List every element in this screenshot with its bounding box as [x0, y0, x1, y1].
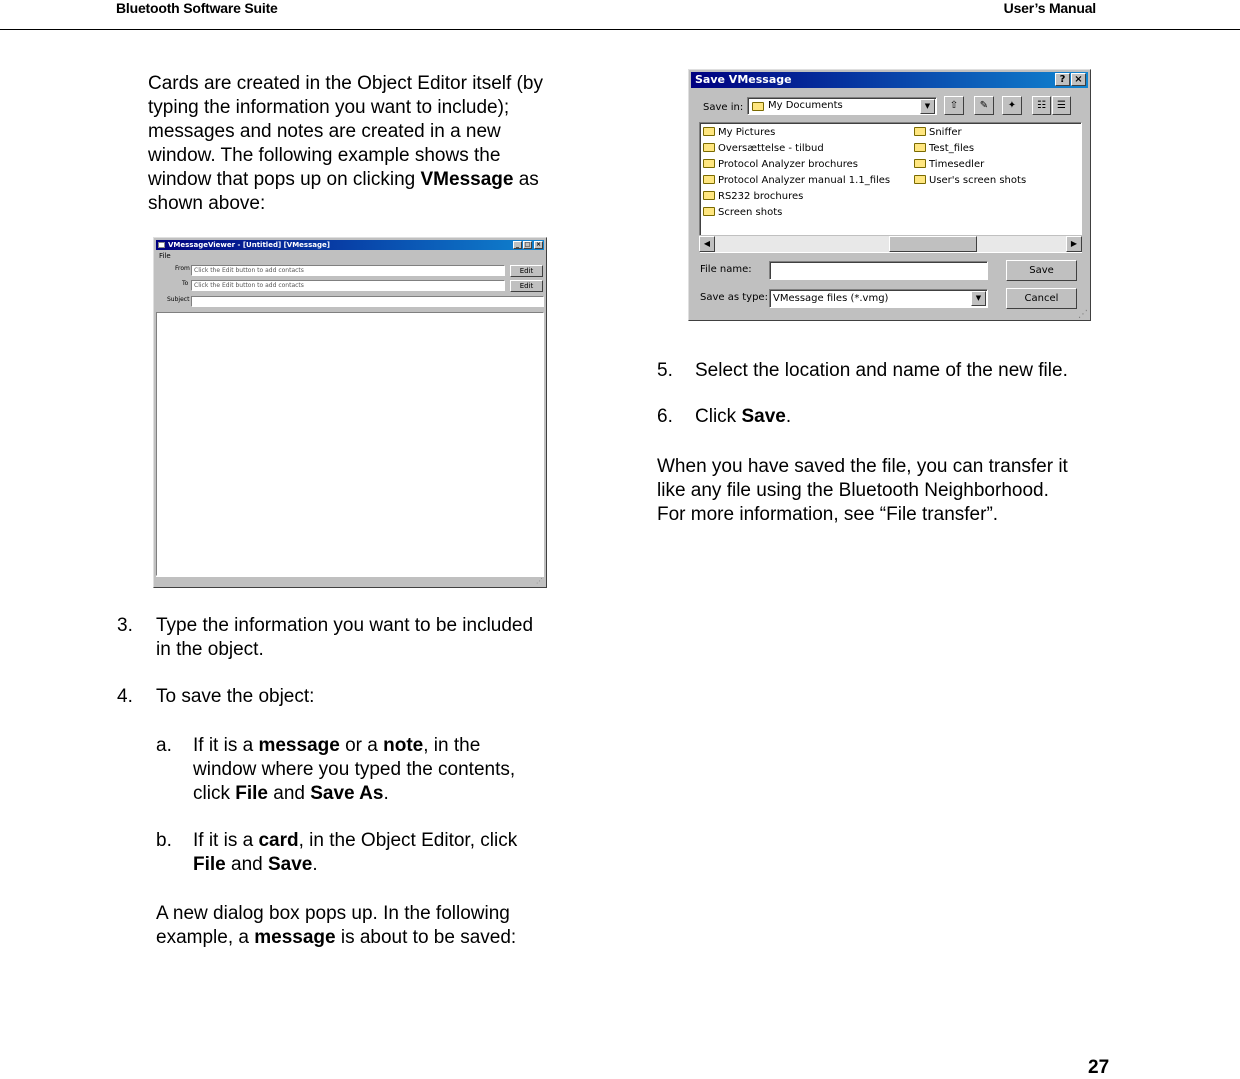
intro-line: window that pops up on clicking VMessage as: [148, 169, 539, 190]
to-field[interactable]: Click the Edit button to add contacts: [191, 280, 505, 291]
folder-icon: [703, 175, 715, 184]
sub-b-text: [193, 829, 517, 877]
after-save-paragraph: [657, 455, 1068, 527]
resize-grip-icon[interactable]: ⋰: [536, 577, 543, 585]
folder-icon: [703, 127, 715, 136]
folder-icon: [752, 102, 764, 111]
up-one-level-icon[interactable]: ⇧: [944, 96, 964, 115]
from-label: From: [175, 265, 190, 272]
save-vmessage-dialog: [688, 69, 1091, 321]
intro-line: messages and notes are created in a new: [148, 121, 501, 142]
folder-icon: [703, 207, 715, 216]
step-3-text: [156, 614, 533, 662]
after-save-line: For more information, see “File transfer”.: [657, 504, 999, 525]
folder-icon: [914, 127, 926, 136]
list-item[interactable]: Protocol Analyzer manual 1.1_files: [703, 174, 890, 188]
list-item[interactable]: Oversættelse - tilbud: [703, 142, 824, 156]
folder-icon: [914, 175, 926, 184]
message-body[interactable]: [156, 312, 544, 576]
step-3-line: in the object.: [156, 639, 264, 660]
sub-a-letter: a.: [156, 735, 172, 756]
header-manual: User’s Manual: [1003, 0, 1096, 16]
chevron-down-icon[interactable]: ▼: [971, 291, 986, 306]
list-item[interactable]: Sniffer: [914, 126, 962, 140]
scroll-left-icon[interactable]: ◀: [699, 236, 715, 252]
from-edit-button[interactable]: Edit: [510, 265, 543, 277]
app-icon: [158, 242, 165, 248]
cancel-button-label: Cancel: [1024, 293, 1059, 304]
list-item[interactable]: RS232 brochures: [703, 190, 803, 204]
save-in-value: My Documents: [768, 100, 843, 111]
intro-line: shown above:: [148, 193, 266, 214]
subject-field[interactable]: [191, 296, 544, 307]
file-name-input[interactable]: [769, 261, 988, 280]
horizontal-scrollbar[interactable]: [699, 235, 1082, 252]
intro-paragraph: [148, 72, 543, 216]
to-label: To: [182, 280, 189, 287]
intro-line: Cards are created in the Object Editor itself (by: [148, 73, 543, 94]
cancel-button[interactable]: [1006, 288, 1077, 309]
intro-line: window. The following example shows the: [148, 145, 501, 166]
resize-grip-icon[interactable]: ⋰: [1078, 309, 1088, 320]
desktop-icon[interactable]: ✎: [974, 96, 994, 115]
new-folder-icon[interactable]: ✦: [1002, 96, 1022, 115]
dialog-titlebar: [691, 72, 1088, 88]
after-save-line: When you have saved the file, you can transfer it: [657, 456, 1068, 477]
file-list[interactable]: [699, 122, 1082, 253]
step-6-text: Click Save.: [695, 406, 792, 427]
sub-b-line: If it is a card, in the Object Editor, click: [193, 830, 518, 851]
step-4-number: 4.: [117, 686, 133, 707]
list-item[interactable]: Timesedler: [914, 158, 984, 172]
folder-icon: [703, 143, 715, 152]
step-5-number: 5.: [657, 360, 673, 381]
step-4-text: To save the object:: [156, 686, 315, 707]
list-item[interactable]: My Pictures: [703, 126, 775, 140]
file-name-label: File name:: [700, 264, 752, 275]
intro-line: typing the information you want to include);: [148, 97, 510, 118]
save-as-type-select[interactable]: [769, 289, 988, 308]
after-save-line: like any file using the Bluetooth Neighborhood.: [657, 480, 1049, 501]
step-6-number: 6.: [657, 406, 673, 427]
close-button[interactable]: ×: [535, 241, 542, 248]
save-as-type-label: Save as type:: [700, 292, 768, 303]
header-title: Bluetooth Software Suite: [116, 0, 278, 16]
sub-b-line: File and Save.: [193, 854, 318, 875]
maximize-button[interactable]: □: [524, 241, 531, 248]
folder-icon: [914, 159, 926, 168]
page-header: [0, 0, 1240, 30]
sub-b-letter: b.: [156, 830, 172, 851]
status-bar: [156, 576, 544, 585]
scroll-thumb[interactable]: [889, 236, 977, 252]
folder-icon: [914, 143, 926, 152]
list-item[interactable]: Protocol Analyzer brochures: [703, 158, 858, 172]
vmessage-viewer-window: [153, 237, 547, 588]
to-edit-button[interactable]: Edit: [510, 280, 543, 292]
menu-file[interactable]: File: [159, 252, 171, 260]
save-button[interactable]: [1006, 260, 1077, 281]
save-in-label: Save in:: [703, 102, 744, 113]
folder-icon: [703, 159, 715, 168]
dialog-close-button[interactable]: ×: [1071, 73, 1086, 86]
step-5-text: Select the location and name of the new file.: [695, 360, 1068, 381]
dialog-title: Save VMessage: [695, 73, 792, 86]
scroll-right-icon[interactable]: ▶: [1066, 236, 1082, 252]
sub-a-line: click File and Save As.: [193, 783, 389, 804]
subject-label: Subject: [167, 296, 190, 303]
new-dialog-line: A new dialog box pops up. In the following: [156, 903, 510, 924]
step-3-number: 3.: [117, 615, 133, 636]
minimize-button[interactable]: _: [513, 241, 522, 249]
save-in-combo[interactable]: [747, 97, 937, 115]
details-view-icon[interactable]: ☰: [1052, 96, 1071, 115]
page-number: 27: [1088, 1057, 1110, 1078]
new-dialog-line: example, a message is about to be saved:: [156, 927, 517, 948]
list-item[interactable]: Test_files: [914, 142, 974, 156]
help-button[interactable]: ?: [1055, 73, 1070, 86]
list-item[interactable]: User's screen shots: [914, 174, 1026, 188]
list-view-icon[interactable]: ☷: [1032, 96, 1051, 115]
from-field[interactable]: Click the Edit button to add contacts: [191, 265, 505, 276]
folder-icon: [703, 191, 715, 200]
sub-a-line: window where you typed the contents,: [193, 759, 516, 780]
save-button-label: Save: [1029, 265, 1054, 276]
sub-a-line: If it is a message or a note, in the: [193, 735, 481, 756]
sub-a-text: [193, 734, 515, 806]
list-item[interactable]: Screen shots: [703, 206, 782, 220]
step-3-line: Type the information you want to be included: [156, 615, 534, 636]
chevron-down-icon[interactable]: ▼: [920, 99, 935, 114]
viewer-titlebar: [156, 240, 544, 250]
save-as-type-value: VMessage files (*.vmg): [773, 293, 889, 304]
viewer-title: VMessageViewer - [Untitled] [VMessage]: [168, 241, 330, 249]
new-dialog-paragraph: [156, 902, 516, 950]
